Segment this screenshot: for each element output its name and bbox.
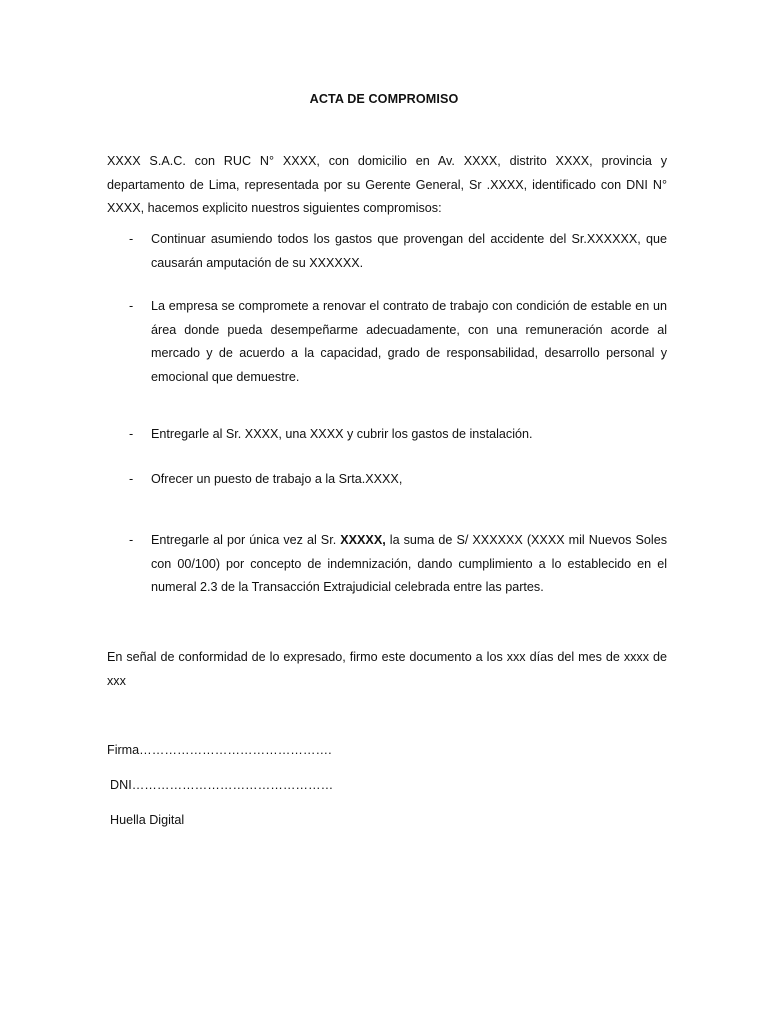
bullet-dash: - [129, 533, 134, 547]
commitment-item [107, 228, 667, 275]
commitment-text: La empresa se compromete a renovar el contrato de trabajo con condición de estable en un área donde pueda desempeñarme adecuadamente, con una remuneración acorde al mercado y de acuerdo a la capacidad, grado de responsabilidad, desarrollo personal y emocional que demuestre. [151, 299, 667, 384]
commitment-text-part: Entregarle al por única vez al Sr. [151, 533, 341, 547]
signature-line: Firma………………………………………. [107, 743, 332, 757]
commitment-text [151, 529, 667, 600]
bullet-dash: - [129, 232, 134, 246]
commitment-text: Entregarle al Sr. XXXX, una XXXX y cubrir los gastos de instalación. [151, 427, 533, 441]
commitment-item [107, 423, 667, 447]
commitment-item [107, 529, 667, 600]
bullet-dash: - [129, 299, 134, 313]
intro-paragraph: XXXX S.A.C. con RUC N° XXXX, con domicilio en Av. XXXX, distrito XXXX, provincia y departamento de Lima, representada por su Gerente General, Sr .XXXX, identificado con DNI N° XXXX, hacemos explicito nuestros siguientes compromisos: [107, 154, 667, 215]
document-title: ACTA DE COMPROMISO [309, 92, 459, 106]
commitment-item [107, 468, 667, 492]
commitment-text-bold: XXXXX, [340, 533, 386, 547]
closing-paragraph: En señal de conformidad de lo expresado, firmo este documento a los xxx días del mes de xxxx de xxx [107, 650, 667, 688]
commitment-item [107, 295, 667, 389]
dni-line: DNI………………………………………… [110, 778, 334, 792]
commitment-text-part: la suma de S/ XXXXXX (XXXX mil Nuevos Soles con 00/100) por concepto de indemnización, dando cumplimiento a lo establecido en el numeral 2.3 de la Transacción Extrajudicial celebrada entre las partes. [151, 533, 667, 594]
bullet-dash: - [129, 472, 134, 486]
commitment-text: Continuar asumiendo todos los gastos que provengan del accidente del Sr.XXXXXX, que causarán amputación de su XXXXXX. [151, 232, 667, 270]
fingerprint-label: Huella Digital [110, 813, 185, 827]
bullet-dash: - [129, 427, 134, 441]
commitment-text: Ofrecer un puesto de trabajo a la Srta.XXXX, [151, 472, 403, 486]
